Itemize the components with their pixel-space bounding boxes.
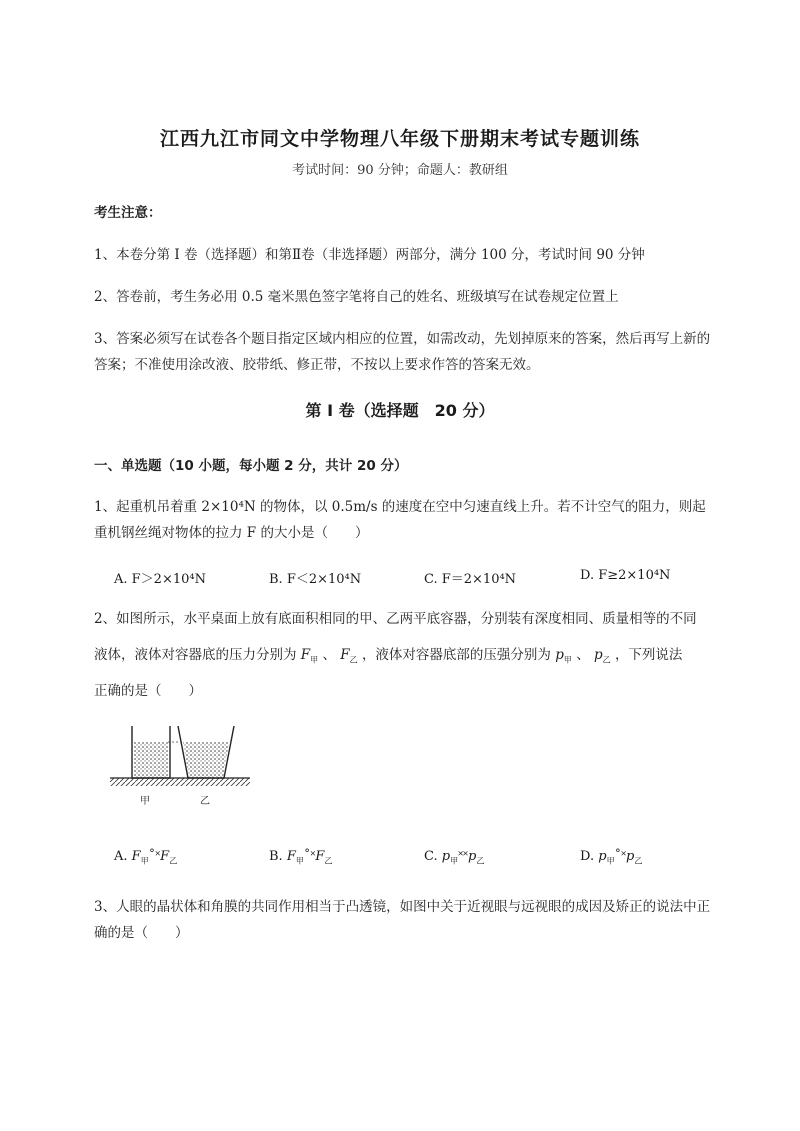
container-jia-liquid [134, 742, 168, 778]
option-a[interactable]: A. $F_甲˚˟F_乙$ [114, 849, 178, 866]
part-heading: 一、单选题（10 小题，每小题 2 分，共计 20 分） [94, 458, 408, 474]
option-a[interactable]: A. F＞2×10⁴N [114, 572, 206, 587]
containers-figure [110, 722, 250, 810]
option-c[interactable]: C. F＝2×10⁴N [424, 572, 517, 587]
page-title: 江西九江市同文中学物理八年级下册期末考试专题训练 [159, 128, 640, 150]
notice-heading: 考生注意： [94, 205, 162, 221]
label-yi: 乙 [200, 796, 210, 807]
question-1-stem: 1、起重机吊着重 2×10⁴N 的物体，以 0.5m/s 的速度在空中匀速直线上升。若不计空气的阻力，则起重机钢丝绳对物体的拉力 F 的大小是（ ） [94, 499, 706, 541]
notice-item: 2、答卷前，考生务必用 0.5 毫米黑色签字笔将自己的姓名、班级填写在试卷规定位置上 [94, 289, 619, 305]
notice-item: 3、答案必须写在试卷各个题目指定区域内相应的位置，如需改动，先划掉原来的答案，然后再写上新的答案；不准使用涂改液、胶带纸、修正带，不按以上要求作答的答案无效。 [94, 331, 711, 373]
option-b[interactable]: B. $F_甲˚˟F_乙$ [269, 849, 333, 866]
question-2-line-2: 液体，液体对容器底的压力分别为 $F_甲$ 、 $F_乙$ ，液体对容器底部的压强分别为 $p_甲$ 、 $p_乙$ ，下列说法 [94, 647, 683, 665]
option-c[interactable]: C. $p_甲˟˟p_乙$ [424, 849, 485, 866]
option-b[interactable]: B. F＜2×10⁴N [269, 572, 362, 587]
question-2-stem [94, 606, 714, 704]
question-2-line-1: 2、如图所示，水平桌面上放有底面积相同的甲、乙两平底容器，分别装有深度相同、质量相等的不同 [94, 611, 697, 627]
question-2-line-3: 正确的是（ ） [94, 682, 202, 699]
option-d[interactable]: D. F≥2×10⁴N [580, 568, 671, 583]
question-3-stem: 3、人眼的晶状体和角膜的共同作用相当于凸透镜，如图中关于近视眼与远视眼的成因及矫正的说法中正确的是（ ） [94, 899, 711, 941]
exam-info: 考试时间：90 分钟；命题人：教研组 [292, 163, 508, 178]
table-surface [110, 778, 250, 786]
container-yi-liquid [183, 742, 229, 778]
section-title: 第 I 卷（选择题 20 分） [305, 401, 495, 420]
label-jia: 甲 [140, 796, 150, 807]
notice-item: 1、本卷分第 I 卷（选择题）和第Ⅱ卷（非选择题）两部分，满分 100 分，考试时间 90 分钟 [94, 247, 645, 263]
option-d[interactable]: D. $p_甲˚˟p_乙$ [580, 849, 643, 866]
